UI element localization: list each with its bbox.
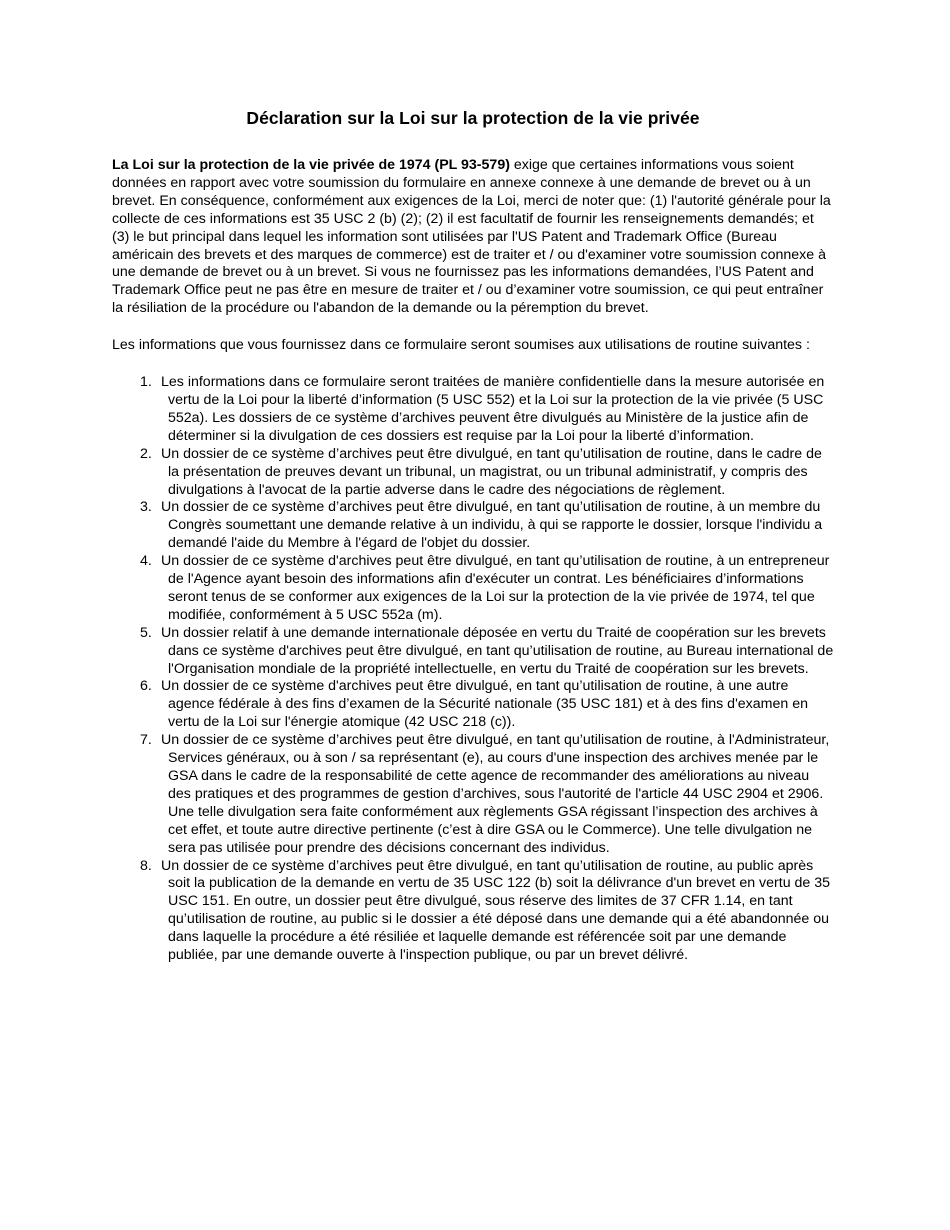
list-item-number: 2 . <box>140 446 160 464</box>
list-item-number: 6 . <box>140 678 160 696</box>
list-item <box>112 374 834 446</box>
list-item-text: Un dossier de ce système d'archives peut être divulgué, en tant qu’utilisation de routine, à un entrepreneur de l'Agence ayant besoin des informations afin d'exécuter un contrat. Les bénéficiaires d’informations seront tenus de se conformer aux exigences de la Loi sur la protection de la vie privée de 1974, tel que modifiée, conformément à 5 USC 552a (m). <box>161 553 830 623</box>
list-item-number: 3 . <box>140 499 160 517</box>
list-item <box>112 625 834 679</box>
page-title: Déclaration sur la Loi sur la protection de la vie privée <box>246 108 700 128</box>
list-item-text: Un dossier de ce système d’archives peut être divulgué, en tant qu’utilisation de routine, dans le cadre de la présentation de preuves devant un tribunal, un magistrat, ou un tribunal administratif, y compris des divulgations à l'avocat de la partie adverse dans le cadre des négociations de règlement. <box>161 445 822 498</box>
list-item <box>112 553 834 625</box>
list-item <box>112 499 834 553</box>
list-item <box>112 858 834 965</box>
intro-lead-bold: La Loi sur la protection de la vie privée de 1974 (PL 93-579) <box>112 157 510 173</box>
list-item-number: 4 . <box>140 553 160 571</box>
list-item-text: Un dossier de ce système d’archives peut être divulgué, en tant qu’utilisation de routine, à l'Administrateur, Services généraux, ou à son / sa représentant (e), au cours d'une inspection des archives menée par le GSA dans le cadre de la responsabilité de cette agence de recommander des améliorations au niveau des pratiques et des programmes de gestion d’archives, sous l'autorité de l'article 44 USC 2904 et 2906. Une telle divulgation sera faite conformément aux règlements GSA régissant l’inspection des archives à cet effet, et toute autre directive pertinente (c’est à dire GSA ou le Commerce). Une telle divulgation ne sera pas utilisée pour prendre des décisions concernant des individus. <box>161 732 830 856</box>
list-item-text: Un dossier de ce système d’archives peut être divulgué, en tant qu’utilisation de routine, au public après soit la publication de la demande en vertu de 35 USC 122 (b) soit la délivrance d'un brevet en vertu de 35 USC 151. En outre, un dossier peut être divulgué, sous réserve des limites de 37 CFR 1.14, en tant qu’utilisation de routine, au public si le dossier a été déposé dans une demande qui a été abandonnée ou dans laquelle la procédure a été résiliée et laquelle demande est référencée soit par une demande publiée, par une demande ouverte à l'inspection publique, ou par un brevet délivré. <box>161 857 831 964</box>
list-item-text: Un dossier de ce système d’archives peut être divulgué, en tant qu’utilisation de routine, à un membre du Congrès soumettant une demande relative à un individu, à qui se rapporte le dossier, lorsque l'individu a demandé l'aide du Membre à l'égard de l'objet du dossier. <box>161 499 823 552</box>
list-item-number: 7 . <box>140 732 160 750</box>
intro-paragraph <box>112 157 834 318</box>
list-item-text: Un dossier relatif à une demande internationale déposée en vertu du Traité de coopération sur les brevets dans ce système d'archives peut être divulgué, en tant qu’utilisation de routine, au Bureau international de l'Organisation mondiale de la propriété intellectuelle, en vertu du Traité de coopération sur les brevets. <box>161 624 834 677</box>
routine-uses-intro: Les informations que vous fournissez dans ce formulaire seront soumises aux utilisations de routine suivantes : <box>112 337 810 354</box>
list-item-text: Les informations dans ce formulaire seront traitées de manière confidentielle dans la mesure autorisée en vertu de la Loi pour la liberté d’information (5 USC 552) et la Loi sur la protection de la vie privée (5 USC 552a). Les dossiers de ce système d’archives peuvent être divulgués au Ministère de la justice afin de déterminer si la divulgation de ces dossiers est requise par la Loi pour la liberté d’information. <box>161 374 825 444</box>
list-item-number: 8 . <box>140 858 160 876</box>
routine-uses-list <box>112 374 834 965</box>
list-item-number: 1 . <box>140 374 160 392</box>
list-item-number: 5 . <box>140 625 160 643</box>
privacy-act-statement-page <box>112 106 834 965</box>
list-item-text: Un dossier de ce système d'archives peut être divulgué, en tant qu’utilisation de routine, à une autre agence fédérale à des fins d’examen de la Sécurité nationale (35 USC 181) et à des fins d'examen en vertu de la Loi sur l'énergie atomique (42 USC 218 (c)). <box>161 678 808 731</box>
list-item <box>112 732 834 857</box>
list-item <box>112 446 834 500</box>
intro-lead-text: exige que certaines informations vous soient données en rapport avec votre soumission du formulaire en annexe connexe à une demande de brevet ou à un brevet. En conséquence, conformément aux exigences de la Loi, merci de noter que: (1) l'autorité générale pour la collecte de ces informations est 35 USC 2 (b) (2); (2) il est facultatif de fournir les renseignements demandés; et (3) le but principal dans lequel les information sont utilisées par l'US Patent and Trademark Office (Bureau américain des brevets et des marques de commerce) est de traiter et / ou d'examiner votre soumission connexe à une demande de brevet ou à un brevet. Si vous ne fournissez pas les informations demandées, l’US Patent and Trademark Office peut ne pas être en mesure de traiter et / ou d’examiner votre soumission, ce qui peut entraîner la résiliation de la procédure ou l'abandon de la demande ou la péremption du brevet. <box>112 157 831 317</box>
list-item <box>112 678 834 732</box>
